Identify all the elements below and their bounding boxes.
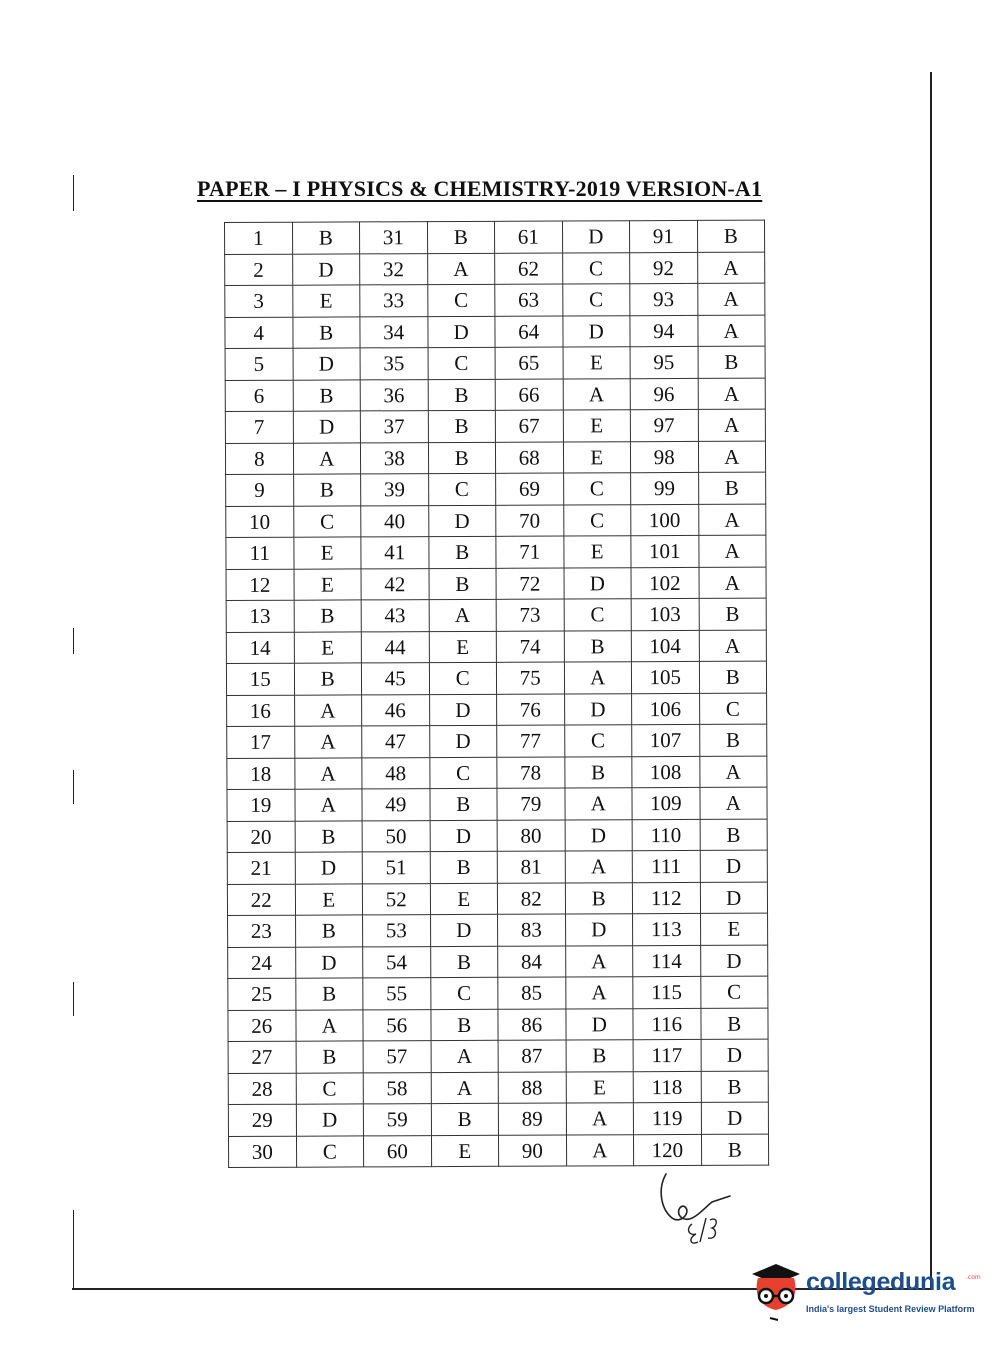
answer-option: B [566, 1040, 634, 1072]
question-number: 119 [633, 1102, 701, 1134]
table-row [228, 1102, 768, 1136]
answer-option: B [701, 1134, 769, 1166]
answer-option: B [698, 472, 766, 504]
answer-option: E [563, 441, 631, 473]
question-number: 32 [360, 253, 428, 285]
question-number: 28 [228, 1073, 296, 1105]
answer-option: B [428, 536, 496, 568]
question-number: 65 [495, 347, 563, 379]
question-number: 67 [495, 410, 563, 442]
answer-option: B [429, 568, 497, 600]
answer-option: D [565, 819, 633, 851]
answer-option: B [429, 788, 497, 820]
answer-option: D [296, 1104, 364, 1136]
scan-mark-left-5 [73, 1210, 74, 1290]
answer-option: A [697, 283, 765, 315]
question-number: 87 [498, 1040, 566, 1072]
answer-option: B [699, 724, 767, 756]
table-row [225, 346, 765, 380]
answer-option: A [294, 694, 362, 726]
question-number: 116 [633, 1008, 701, 1040]
question-number: 48 [362, 757, 430, 789]
question-number: 95 [630, 346, 698, 378]
question-number: 21 [227, 852, 295, 884]
question-number: 59 [363, 1104, 431, 1136]
question-number: 111 [632, 850, 700, 882]
answer-option: B [700, 819, 768, 851]
student-mascot-icon [748, 1256, 804, 1328]
answer-option: C [562, 284, 630, 316]
answer-option: B [430, 851, 498, 883]
question-number: 51 [362, 852, 430, 884]
brand-name: collegedunia [806, 1268, 956, 1296]
page-title: PAPER – I PHYSICS & CHEMISTRY-2019 VERSION-A1 [197, 176, 763, 201]
answer-option: B [565, 882, 633, 914]
question-number: 27 [228, 1041, 296, 1073]
question-number: 97 [630, 409, 698, 441]
answer-option: B [699, 661, 767, 693]
question-number: 91 [629, 220, 697, 252]
scan-border-right [930, 72, 932, 1290]
answer-option: D [427, 316, 495, 348]
question-number: 4 [225, 317, 293, 349]
answer-option: E [566, 1071, 634, 1103]
question-number: 84 [498, 946, 566, 978]
question-number: 80 [497, 820, 565, 852]
answer-option: A [565, 945, 633, 977]
question-number: 108 [632, 756, 700, 788]
question-number: 44 [361, 631, 429, 663]
answer-option: E [430, 883, 498, 915]
question-number: 62 [495, 253, 563, 285]
answer-key-body [225, 220, 769, 1167]
question-number: 49 [362, 789, 430, 821]
answer-option: C [430, 977, 498, 1009]
question-number: 89 [498, 1103, 566, 1135]
table-row [225, 441, 765, 475]
question-number: 56 [363, 1009, 431, 1041]
question-number: 70 [496, 505, 564, 537]
question-number: 68 [495, 442, 563, 474]
question-number: 47 [362, 726, 430, 758]
answer-option: D [700, 850, 768, 882]
answer-option: D [562, 315, 630, 347]
scan-mark-left-3 [73, 770, 74, 804]
answer-option: C [562, 252, 630, 284]
question-number: 17 [227, 726, 295, 758]
answer-option: B [430, 946, 498, 978]
answer-option: B [295, 820, 363, 852]
answer-option: C [564, 725, 632, 757]
answer-option: E [431, 1135, 499, 1167]
question-number: 57 [363, 1041, 431, 1073]
answer-option: E [295, 883, 363, 915]
question-number: 99 [631, 472, 699, 504]
answer-option: C [699, 693, 767, 725]
answer-option: B [295, 978, 363, 1010]
question-number: 71 [496, 536, 564, 568]
answer-option: C [563, 473, 631, 505]
question-number: 13 [226, 600, 294, 632]
question-number: 75 [496, 662, 564, 694]
question-number: 74 [496, 631, 564, 663]
table-row [226, 661, 766, 695]
answer-option: C [429, 662, 497, 694]
table-row [228, 1039, 768, 1073]
table-row [226, 630, 766, 664]
question-number: 39 [361, 474, 429, 506]
answer-option: B [293, 474, 361, 506]
scan-mark-left-1 [73, 175, 74, 211]
answer-option: C [293, 505, 361, 537]
handwritten-signature-icon [652, 1168, 742, 1248]
question-number: 7 [225, 411, 293, 443]
answer-option: A [295, 1009, 363, 1041]
question-number: 34 [360, 316, 428, 348]
answer-option: B [292, 316, 360, 348]
question-number: 107 [632, 724, 700, 756]
question-number: 102 [631, 567, 699, 599]
table-row [228, 1008, 768, 1042]
answer-option: B [428, 410, 496, 442]
question-number: 55 [363, 978, 431, 1010]
question-number: 101 [631, 535, 699, 567]
table-row [225, 220, 765, 254]
answer-option: C [564, 599, 632, 631]
question-number: 29 [228, 1104, 296, 1136]
question-number: 31 [360, 222, 428, 254]
question-number: 93 [630, 283, 698, 315]
question-number: 69 [496, 473, 564, 505]
answer-option: B [430, 1009, 498, 1041]
question-number: 52 [362, 883, 430, 915]
answer-option: B [296, 1041, 364, 1073]
answer-option: E [700, 913, 768, 945]
question-number: 96 [630, 378, 698, 410]
question-number: 114 [633, 945, 701, 977]
answer-option: A [698, 504, 766, 536]
question-number: 98 [630, 441, 698, 473]
question-number: 64 [495, 316, 563, 348]
answer-option: A [293, 442, 361, 474]
question-number: 3 [225, 285, 293, 317]
question-number: 23 [228, 915, 296, 947]
answer-option: A [427, 253, 495, 285]
question-number: 36 [360, 379, 428, 411]
answer-option: D [701, 1039, 769, 1071]
question-number: 61 [494, 221, 562, 253]
question-number: 53 [363, 915, 431, 947]
question-number: 11 [226, 537, 294, 569]
table-row [225, 315, 765, 349]
table-row [226, 598, 766, 632]
question-number: 82 [497, 883, 565, 915]
question-number: 19 [227, 789, 295, 821]
answer-option: D [293, 411, 361, 443]
question-number: 118 [633, 1071, 701, 1103]
answer-option: B [427, 221, 495, 253]
table-row [227, 756, 767, 790]
question-number: 50 [362, 820, 430, 852]
question-number: 1 [225, 222, 293, 254]
answer-option: E [563, 536, 631, 568]
answer-option: D [701, 1102, 769, 1134]
question-number: 12 [226, 569, 294, 601]
answer-option: A [431, 1040, 499, 1072]
answer-option: E [563, 410, 631, 442]
question-number: 109 [632, 787, 700, 819]
table-row [225, 378, 765, 412]
answer-option: B [564, 630, 632, 662]
answer-option: A [294, 757, 362, 789]
answer-option: C [296, 1072, 364, 1104]
answer-option: E [429, 631, 497, 663]
question-number: 78 [497, 757, 565, 789]
answer-option: E [292, 285, 360, 317]
question-number: 16 [227, 695, 295, 727]
answer-option: B [428, 442, 496, 474]
answer-option: B [564, 756, 632, 788]
table-row [226, 504, 766, 538]
question-number: 88 [498, 1072, 566, 1104]
answer-option: A [697, 315, 765, 347]
question-number: 42 [361, 568, 429, 600]
scan-mark-left-4 [73, 982, 74, 1016]
question-number: 104 [631, 630, 699, 662]
answer-option: A [698, 378, 766, 410]
question-number: 60 [363, 1135, 431, 1167]
answer-option: D [562, 221, 630, 253]
answer-option: D [564, 693, 632, 725]
question-number: 14 [226, 632, 294, 664]
table-row [225, 409, 765, 443]
answer-option: B [293, 379, 361, 411]
answer-option: A [566, 1134, 634, 1166]
answer-option: E [294, 568, 362, 600]
table-row [226, 535, 766, 569]
answer-option: A [294, 726, 362, 758]
answer-option: A [564, 788, 632, 820]
question-number: 90 [498, 1135, 566, 1167]
question-number: 86 [498, 1009, 566, 1041]
answer-option: B [697, 220, 765, 252]
answer-option: B [294, 663, 362, 695]
scan-mark-left-2 [73, 628, 74, 654]
answer-option: B [294, 600, 362, 632]
question-number: 92 [630, 252, 698, 284]
answer-option: D [295, 852, 363, 884]
question-number: 46 [362, 694, 430, 726]
collegedunia-watermark [748, 1254, 981, 1334]
answer-key-table [224, 220, 769, 1168]
answer-option: A [698, 409, 766, 441]
answer-option: A [294, 789, 362, 821]
answer-option: C [428, 347, 496, 379]
table-row [227, 819, 767, 853]
answer-option: A [565, 851, 633, 883]
answer-option: A [698, 441, 766, 473]
answer-option: D [430, 820, 498, 852]
table-row [227, 724, 767, 758]
answer-option: D [429, 694, 497, 726]
question-number: 6 [225, 380, 293, 412]
answer-option: D [295, 946, 363, 978]
table-row [227, 693, 767, 727]
answer-option: B [698, 346, 766, 378]
answer-option: A [697, 252, 765, 284]
answer-option: B [295, 915, 363, 947]
question-number: 25 [228, 978, 296, 1010]
question-number: 66 [495, 379, 563, 411]
question-number: 40 [361, 505, 429, 537]
table-row [225, 252, 765, 286]
table-row [227, 850, 767, 884]
table-row [227, 787, 767, 821]
question-number: 43 [361, 600, 429, 632]
answer-option: E [294, 631, 362, 663]
table-row [225, 283, 765, 317]
question-number: 33 [360, 285, 428, 317]
answer-option: B [292, 222, 360, 254]
table-row [226, 472, 766, 506]
answer-option: A [429, 599, 497, 631]
table-row [227, 882, 767, 916]
question-number: 106 [632, 693, 700, 725]
answer-option: A [563, 378, 631, 410]
table-row [228, 976, 768, 1010]
answer-option: A [431, 1072, 499, 1104]
answer-option: D [293, 348, 361, 380]
answer-option: D [700, 945, 768, 977]
table-row [226, 567, 766, 601]
answer-option: B [428, 379, 496, 411]
question-number: 9 [226, 474, 294, 506]
question-number: 77 [497, 725, 565, 757]
answer-option: C [429, 757, 497, 789]
answer-option: A [698, 535, 766, 567]
question-number: 79 [497, 788, 565, 820]
question-number: 26 [228, 1010, 296, 1042]
question-number: 103 [631, 598, 699, 630]
table-row [228, 945, 768, 979]
answer-option: B [701, 1071, 769, 1103]
question-number: 110 [632, 819, 700, 851]
answer-option: A [564, 662, 632, 694]
answer-option: D [430, 914, 498, 946]
answer-option: C [296, 1135, 364, 1167]
answer-option: A [699, 630, 767, 662]
question-number: 5 [225, 348, 293, 380]
table-row [228, 913, 768, 947]
answer-option: C [427, 284, 495, 316]
question-number: 81 [497, 851, 565, 883]
question-number: 38 [360, 442, 428, 474]
answer-option: A [699, 787, 767, 819]
answer-option: D [700, 882, 768, 914]
question-number: 100 [631, 504, 699, 536]
question-number: 63 [495, 284, 563, 316]
question-number: 22 [227, 884, 295, 916]
answer-option: A [566, 1103, 634, 1135]
question-number: 105 [631, 661, 699, 693]
question-number: 20 [227, 821, 295, 853]
question-number: 41 [361, 537, 429, 569]
question-number: 94 [630, 315, 698, 347]
question-number: 45 [361, 663, 429, 695]
answer-option: B [431, 1103, 499, 1135]
question-number: 73 [496, 599, 564, 631]
question-number: 85 [498, 977, 566, 1009]
question-number: 83 [498, 914, 566, 946]
answer-option: D [565, 914, 633, 946]
table-row [228, 1134, 768, 1168]
answer-option: E [563, 347, 631, 379]
question-number: 15 [226, 663, 294, 695]
answer-option: D [565, 1008, 633, 1040]
answer-option: E [293, 537, 361, 569]
answer-option: D [564, 567, 632, 599]
answer-option: D [428, 505, 496, 537]
question-number: 117 [633, 1039, 701, 1071]
table-row [228, 1071, 768, 1105]
question-number: 58 [363, 1072, 431, 1104]
question-number: 113 [633, 913, 701, 945]
answer-option: A [565, 977, 633, 1009]
question-number: 30 [228, 1136, 296, 1168]
question-number: 24 [228, 947, 296, 979]
question-number: 37 [360, 411, 428, 443]
question-number: 112 [632, 882, 700, 914]
brand-suffix: .com [966, 1274, 981, 1281]
question-number: 120 [633, 1134, 701, 1166]
question-number: 10 [226, 506, 294, 538]
question-number: 8 [225, 443, 293, 475]
brand-tagline: India's largest Student Review Platform [806, 1304, 975, 1314]
answer-option: A [699, 756, 767, 788]
answer-option: D [429, 725, 497, 757]
answer-option: B [700, 1008, 768, 1040]
question-number: 72 [496, 568, 564, 600]
question-number: 18 [227, 758, 295, 790]
answer-option: D [292, 253, 360, 285]
question-number: 76 [497, 694, 565, 726]
answer-option: C [428, 473, 496, 505]
question-number: 35 [360, 348, 428, 380]
question-number: 54 [363, 946, 431, 978]
answer-option: C [700, 976, 768, 1008]
answer-option: B [699, 598, 767, 630]
answer-option: C [563, 504, 631, 536]
answer-option: A [699, 567, 767, 599]
question-number: 115 [633, 976, 701, 1008]
question-number: 2 [225, 254, 293, 286]
